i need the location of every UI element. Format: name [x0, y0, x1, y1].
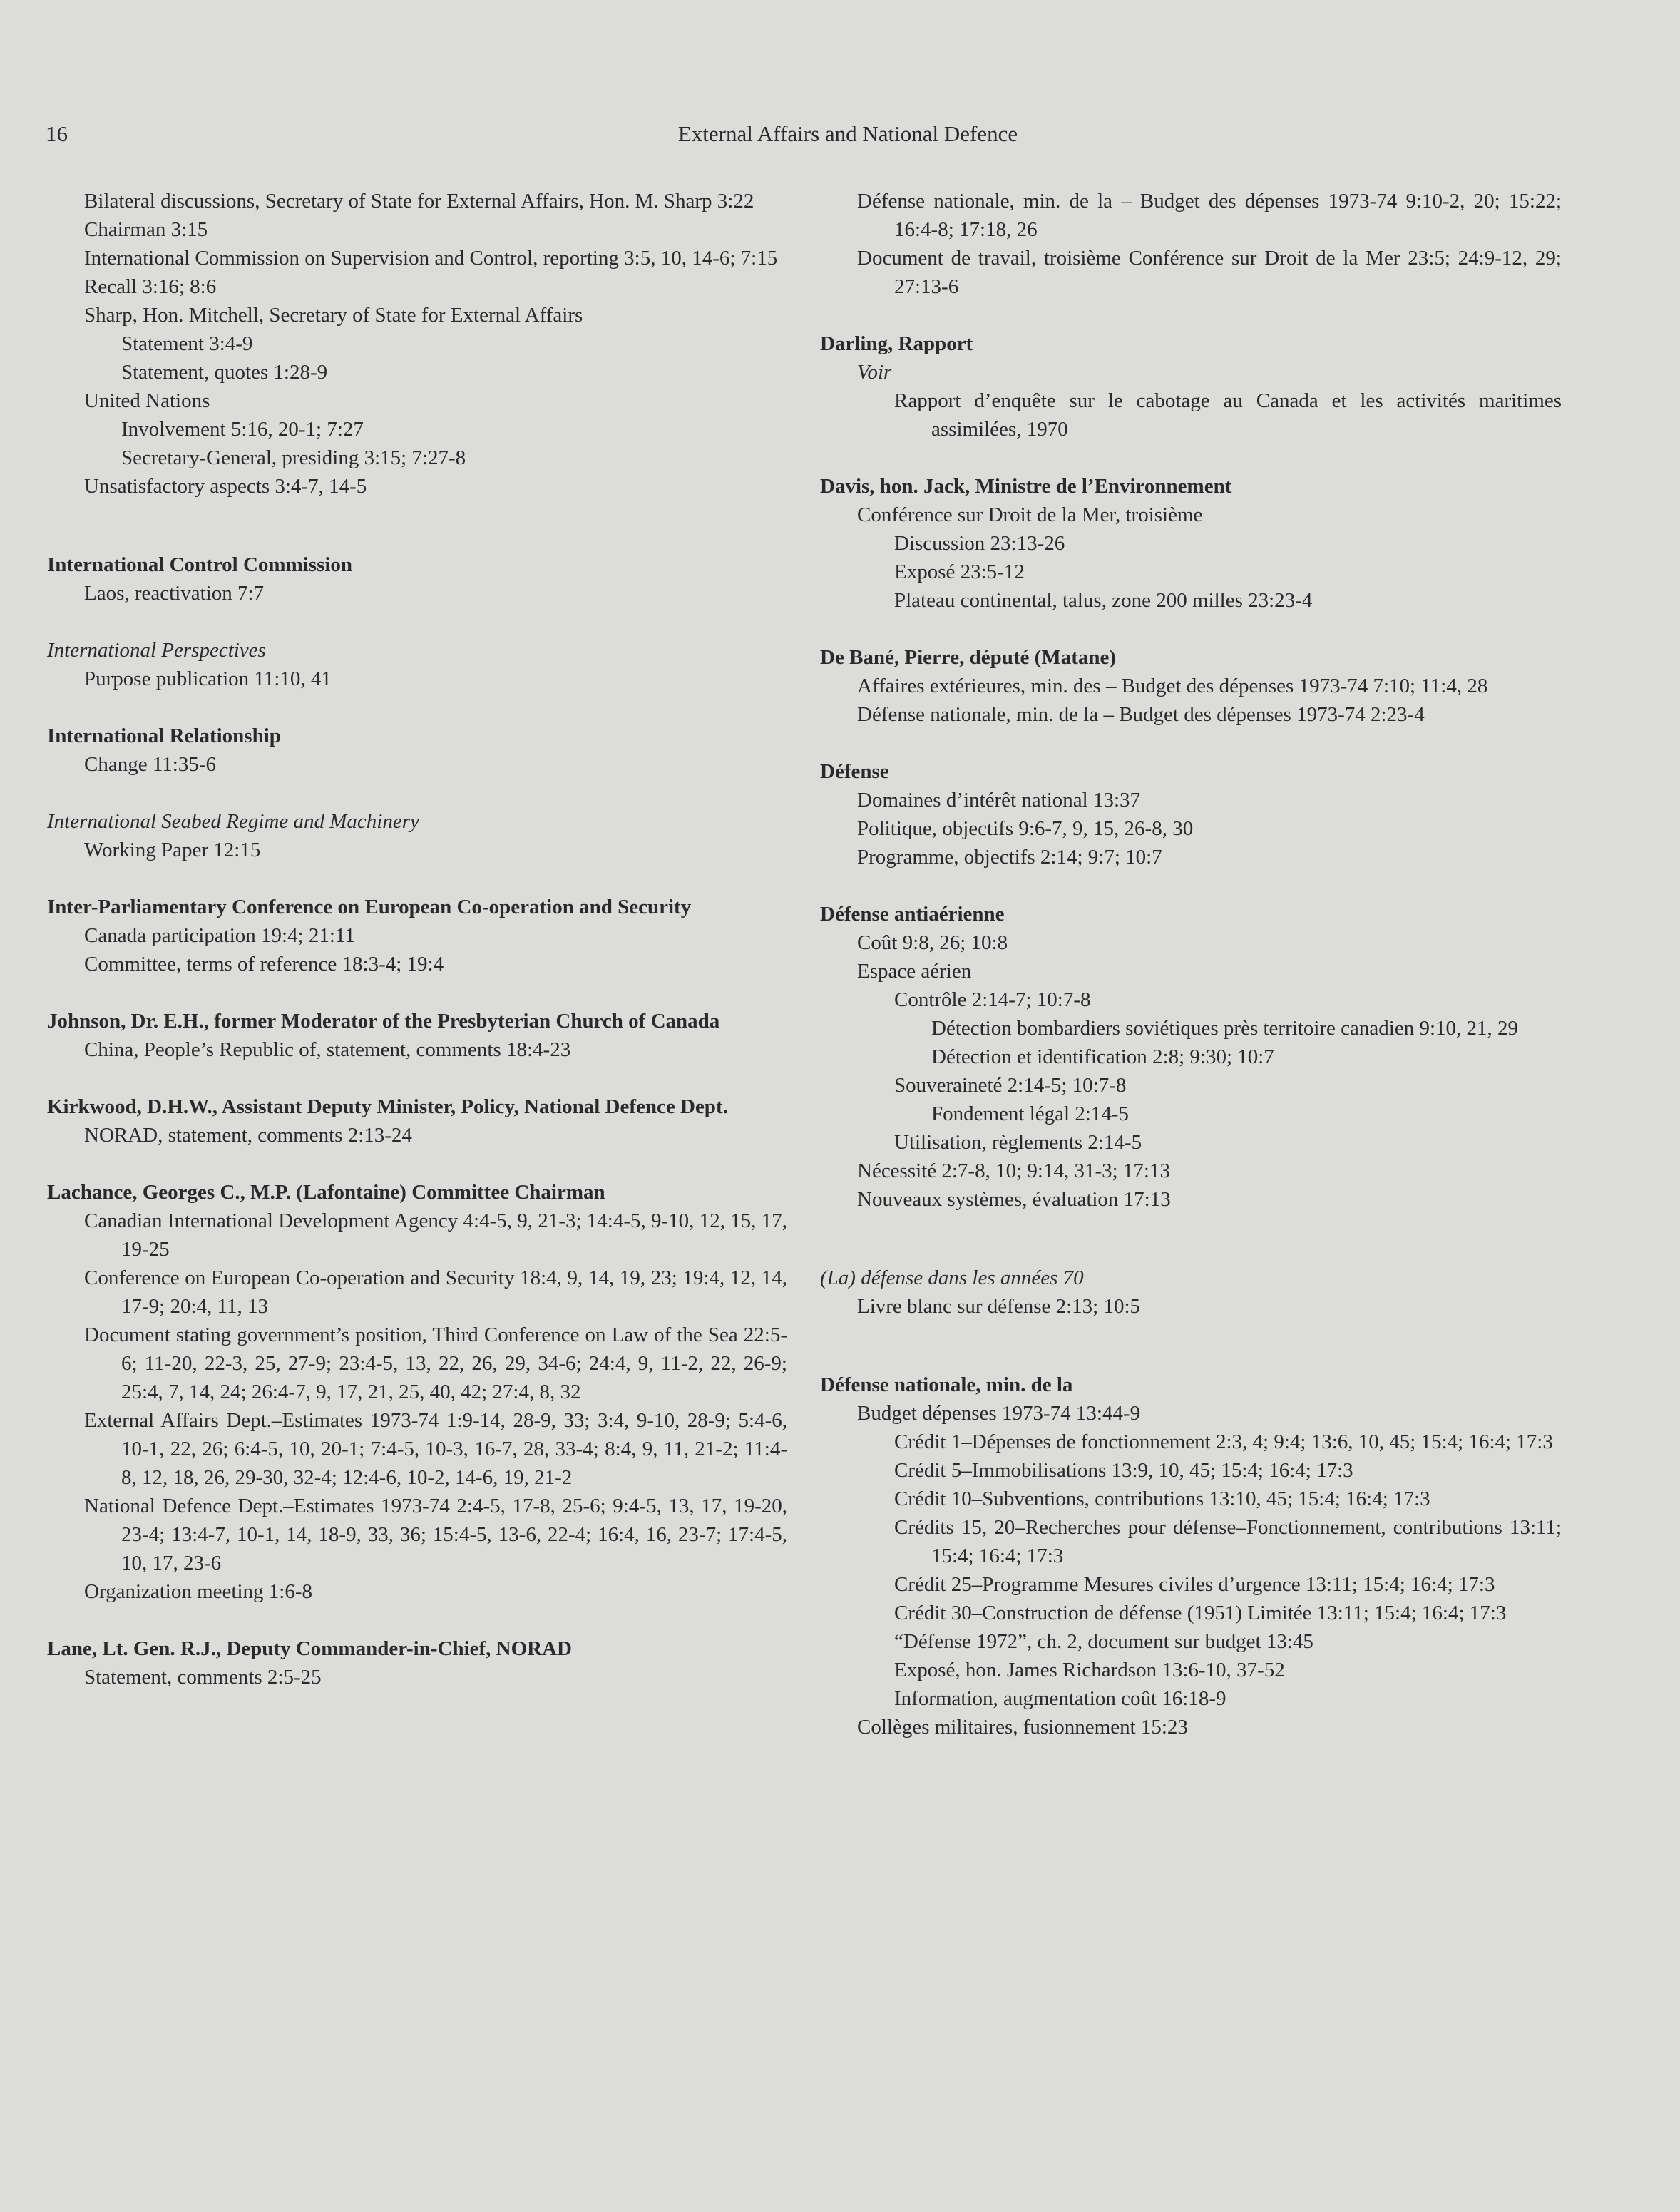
subentry: Politique, objectifs 9:6-7, 9, 15, 26-8, 30: [857, 817, 1194, 840]
subentry: Statement, comments 2:5-25: [84, 1666, 322, 1689]
subentry: “Défense 1972”, ch. 2, document sur budget 13:45: [894, 1630, 1313, 1653]
entry-heading: Défense nationale, min. de la: [820, 1373, 1073, 1396]
index-entry-interparliamentary: [47, 893, 787, 978]
subentry: Recall 3:16; 8:6: [84, 275, 217, 298]
subentry: Collèges militaires, fusionnement 15:23: [857, 1716, 1188, 1739]
index-entry-relationship: [47, 722, 787, 779]
subentry: Plateau continental, talus, zone 200 milles 23:23-4: [894, 589, 1313, 612]
subentry: Détection bombardiers soviétiques près territoire canadien 9:10, 21, 29: [931, 1017, 1519, 1040]
subentry: Document stating government’s position, Third Conference on Law of the Sea 22:5-6; 11-20, 22-3, 25, 27-9; 23:4-5, 13, 22, 26, 29, 34-6; 24:4, 9, 11-2, 22, 26-9; 25:4, 7, 14, 24; 26:4-7, 9, 17, 21, 25, 40, 42; 27:4, 8, 32: [84, 1323, 787, 1403]
subentry: National Defence Dept.–Estimates 1973-74 2:4-5, 17-8, 25-6; 9:4-5, 13, 17, 19-20, 23-4; 13:4-7, 10-1, 14, 18-9, 33, 36; 15:4-5, 13-6, 22-4; 16:4, 16, 23-7; 17:4-5, 10, 17, 23-6: [84, 1495, 787, 1574]
index-entry-defense-nationale: [820, 1371, 1562, 1741]
subentry: International Commission on Supervision and Control, reporting 3:5, 10, 14-6; 7:15: [84, 247, 778, 270]
index-entry-perspectives: [47, 636, 787, 693]
subentry: Crédit 5–Immobilisations 13:9, 10, 45; 15:4; 16:4; 17:3: [894, 1459, 1353, 1482]
subentry: Détection et identification 2:8; 9:30; 10:7: [931, 1045, 1274, 1068]
page-header: [46, 121, 1650, 157]
subentry: Organization meeting 1:6-8: [84, 1580, 312, 1603]
subentry: Chairman 3:15: [84, 218, 208, 241]
entry-heading: Lachance, Georges C., M.P. (Lafontaine) Committee Chairman: [47, 1181, 605, 1204]
index-column-right: [820, 187, 1562, 1770]
subentry: External Affairs Dept.–Estimates 1973-74 1:9-14, 28-9, 33; 3:4, 9-10, 28-9; 5:4-6, 10-1, 22, 26; 6:4-5, 10, 20-1; 7:4-5, 10-3, 16-7, 28, 33-4; 8:4, 9, 11, 21-2; 11:4-8, 12, 18, 26, 29-30, 32-4; 12:4-6, 10-2, 14-6, 19, 21-2: [84, 1409, 787, 1489]
subentry: Souveraineté 2:14-5; 10:7-8: [894, 1074, 1127, 1097]
subentry: Crédit 1–Dépenses de fonctionnement 2:3, 4; 9:4; 13:6, 10, 45; 15:4; 16:4; 17:3: [894, 1430, 1553, 1453]
subentry: Crédit 10–Subventions, contributions 13:10, 45; 15:4; 16:4; 17:3: [894, 1488, 1430, 1510]
subentry: Information, augmentation coût 16:18-9: [894, 1687, 1226, 1710]
subentry: Conference on European Co-operation and Security 18:4, 9, 14, 19, 23; 19:4, 12, 14, 17-9; 20:4, 11, 13: [84, 1266, 787, 1318]
entry-heading: International Seabed Regime and Machinery: [47, 810, 419, 833]
index-entry-annees-70: [820, 1264, 1562, 1321]
entry-heading: Défense: [820, 760, 889, 783]
subentry: Défense nationale, min. de la – Budget des dépenses 1973-74 2:23-4: [857, 703, 1425, 726]
entry-heading: International Perspectives: [47, 639, 266, 662]
subentry: Crédit 30–Construction de défense (1951) Limitée 13:11; 15:4; 16:4; 17:3: [894, 1602, 1507, 1624]
subentry: China, People’s Republic of, statement, comments 18:4-23: [84, 1038, 571, 1061]
page-number: 16: [46, 121, 68, 146]
subentry: Discussion 23:13-26: [894, 532, 1065, 555]
subentry: Affaires extérieures, min. des – Budget des dépenses 1973-74 7:10; 11:4, 28: [857, 675, 1488, 697]
index-column-left: [47, 187, 787, 1720]
subentry: Committee, terms of reference 18:3-4; 19:4: [84, 953, 444, 976]
subentry: NORAD, statement, comments 2:13-24: [84, 1124, 412, 1147]
subentry: Exposé, hon. James Richardson 13:6-10, 37-52: [894, 1659, 1285, 1681]
subentry: Espace aérien: [857, 960, 972, 983]
subentry: United Nations: [84, 389, 210, 412]
subentry: Canada participation 19:4; 21:11: [84, 924, 355, 947]
index-entry-debane: [820, 643, 1562, 729]
index-entry-defense: [820, 757, 1562, 871]
entry-heading: Davis, hon. Jack, Ministre de l’Environnement: [820, 475, 1232, 498]
subentry: Exposé 23:5-12: [894, 560, 1025, 583]
entry-heading: Darling, Rapport: [820, 332, 973, 355]
subentry: Nécessité 2:7-8, 10; 9:14, 31-3; 17:13: [857, 1159, 1170, 1182]
subentry: Budget dépenses 1973-74 13:44-9: [857, 1402, 1141, 1425]
subentry: Contrôle 2:14-7; 10:7-8: [894, 988, 1091, 1011]
index-entry-icc: [47, 551, 787, 608]
subentry: Conférence sur Droit de la Mer, troisième: [857, 503, 1203, 526]
entry-heading: (La) défense dans les années 70: [820, 1266, 1084, 1289]
entry-heading: De Bané, Pierre, député (Matane): [820, 646, 1117, 669]
subentry: Programme, objectifs 2:14; 9:7; 10:7: [857, 846, 1162, 869]
subentry: Document de travail, troisième Conférence sur Droit de la Mer 23:5; 24:9-12, 29; 27:13-6: [857, 247, 1562, 298]
see-reference: Voir: [857, 361, 892, 384]
subentry: Involvement 5:16, 20-1; 7:27: [121, 418, 364, 441]
subentry: Canadian International Development Agency 4:4-5, 9, 21-3; 14:4-5, 9-10, 12, 15, 17, 19-25: [84, 1209, 787, 1261]
entry-heading: Kirkwood, D.H.W., Assistant Deputy Minister, Policy, National Defence Dept.: [47, 1095, 728, 1118]
subentry: Utilisation, règlements 2:14-5: [894, 1131, 1142, 1154]
entry-heading: Lane, Lt. Gen. R.J., Deputy Commander-in-Chief, NORAD: [47, 1637, 572, 1660]
subentry: Crédits 15, 20–Recherches pour défense–Fonctionnement, contributions 13:11; 15:4; 16:4; 17:3: [894, 1516, 1562, 1567]
entry-heading: International Relationship: [47, 724, 281, 747]
index-entry-antiaerienne: [820, 900, 1562, 1214]
index-entry-continued: [820, 187, 1562, 301]
index-entry-bilateral-continued: [47, 187, 787, 501]
index-entry-johnson: [47, 1007, 787, 1064]
index-entry-seabed: [47, 807, 787, 864]
subentry: Livre blanc sur défense 2:13; 10:5: [857, 1295, 1141, 1318]
subentry: Domaines d’intérêt national 13:37: [857, 789, 1141, 811]
subentry: Statement, quotes 1:28-9: [121, 361, 328, 384]
subentry: Défense nationale, min. de la – Budget des dépenses 1973-74 9:10-2, 20; 15:22; 16:4-8; 17:18, 26: [857, 190, 1562, 241]
subentry: Purpose publication 11:10, 41: [84, 667, 332, 690]
subentry: Working Paper 12:15: [84, 839, 261, 861]
index-entry-lane: [47, 1634, 787, 1691]
subentry: Fondement légal 2:14-5: [931, 1102, 1130, 1125]
subentry: Secretary-General, presiding 3:15; 7:27-8: [121, 446, 466, 469]
subentry: Nouveaux systèmes, évaluation 17:13: [857, 1188, 1171, 1211]
subentry: Laos, reactivation 7:7: [84, 582, 265, 605]
index-entry-kirkwood: [47, 1092, 787, 1149]
index-entry-davis: [820, 472, 1562, 615]
page-title: External Affairs and National Defence: [677, 121, 1018, 146]
subentry: Crédit 25–Programme Mesures civiles d’urgence 13:11; 15:4; 16:4; 17:3: [894, 1573, 1495, 1596]
index-entry-lachance: [47, 1178, 787, 1606]
entry-heading: Défense antiaérienne: [820, 903, 1005, 926]
entry-heading: International Control Commission: [47, 553, 353, 576]
subentry: Statement 3:4-9: [121, 332, 253, 355]
subentry: Rapport d’enquête sur le cabotage au Canada et les activités maritimes assimilées, 1970: [894, 389, 1562, 441]
subentry: Coût 9:8, 26; 10:8: [857, 931, 1008, 954]
entry-heading: Inter-Parliamentary Conference on European Co-operation and Security: [47, 896, 692, 918]
index-entry-darling: [820, 329, 1562, 444]
subentry: Unsatisfactory aspects 3:4-7, 14-5: [84, 475, 367, 498]
subentry: Change 11:35-6: [84, 753, 216, 776]
entry-heading: Johnson, Dr. E.H., former Moderator of the Presbyterian Church of Canada: [47, 1010, 720, 1033]
subentry: Sharp, Hon. Mitchell, Secretary of State for External Affairs: [84, 304, 583, 327]
subentry: Bilateral discussions, Secretary of State for External Affairs, Hon. M. Sharp 3:22: [84, 190, 754, 213]
